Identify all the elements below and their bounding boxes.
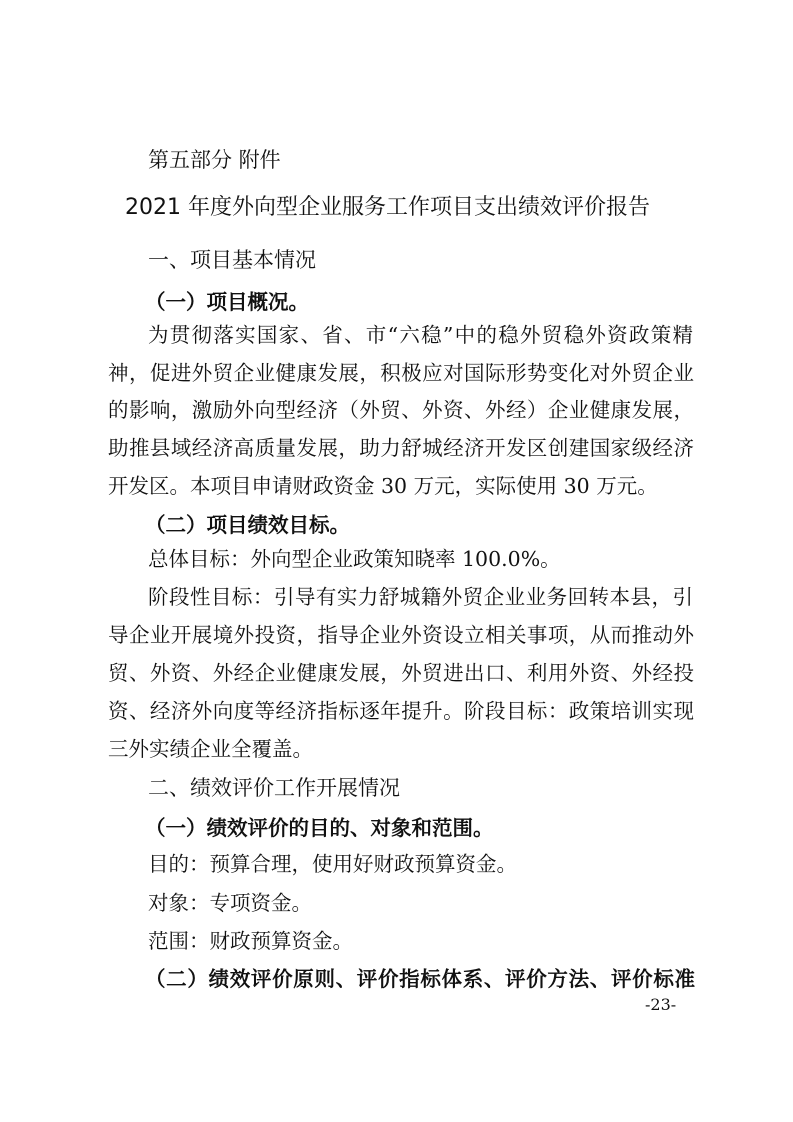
heading-eval-work: 二、绩效评价工作开展情况	[148, 776, 400, 800]
purpose-text: 目的：预算合理，使用好财政预算资金。	[148, 852, 517, 876]
heading-goals: （二）项目绩效目标。	[145, 513, 350, 537]
heading-overview: （一）项目概况。	[145, 290, 309, 314]
section-label: 第五部分 附件	[148, 148, 281, 172]
heading-purpose: （一）绩效评价的目的、对象和范围。	[145, 816, 494, 840]
stage-goal-line-1: 阶段性目标：引导有实力舒城籍外贸企业业务回转本县，引	[148, 585, 693, 609]
overview-line-1: 为贯彻落实国家、省、市“六稳”中的稳外贸稳外资政策精	[148, 323, 693, 347]
object-text: 对象：专项资金。	[148, 891, 312, 915]
overview-line-4: 助推县域经济高质量发展，助力舒城经济开发区创建国家级经济	[108, 436, 694, 460]
page-number: -23-	[645, 995, 677, 1014]
stage-goal-line-5: 三外实绩企业全覆盖。	[108, 737, 313, 761]
stage-goal-line-2: 导企业开展境外投资，指导企业外资设立相关事项，从而推动外	[108, 623, 694, 647]
stage-goal-line-4: 资、经济外向度等经济指标逐年提升。阶段目标：政策培训实现	[108, 699, 694, 723]
overview-line-5: 开发区。本项目申请财政资金 30 万元，实际使用 30 万元。	[108, 474, 658, 498]
heading-basic-info: 一、项目基本情况	[148, 248, 316, 272]
overview-line-2: 神，促进外贸企业健康发展，积极应对国际形势变化对外贸企业	[108, 361, 694, 385]
stage-goal-line-3: 贸、外资、外经企业健康发展，外贸进出口、利用外资、外经投	[108, 661, 694, 685]
overview-line-3: 的影响，激励外向型经济（外贸、外资、外经）企业健康发展，	[108, 398, 694, 422]
overall-goal: 总体目标：外向型企业政策知晓率 100.0%。	[148, 547, 561, 571]
report-title: 2021 年度外向型企业服务工作项目支出绩效评价报告	[125, 195, 650, 220]
heading-principles: （二）绩效评价原则、评价指标体系、评价方法、评价标准	[145, 967, 695, 991]
scope-text: 范围：财政预算资金。	[148, 929, 353, 953]
